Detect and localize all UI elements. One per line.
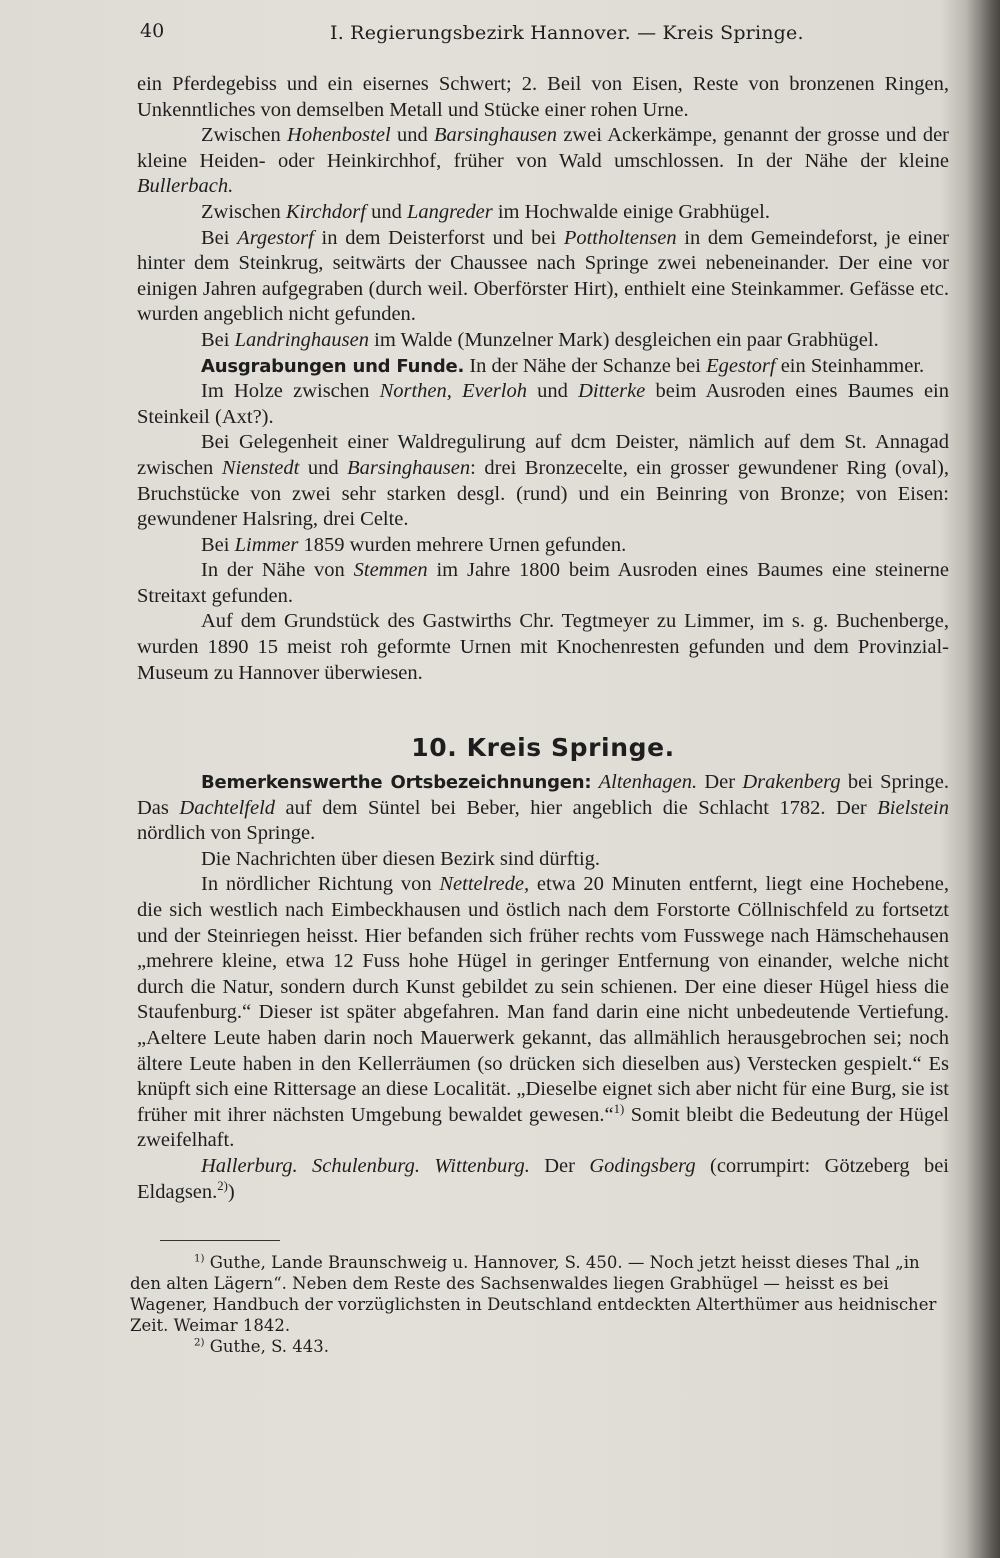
italic-run: Northen, bbox=[379, 380, 452, 403]
italic-run: Nienstedt bbox=[221, 456, 300, 479]
italic-run: Stemmen bbox=[353, 559, 428, 582]
paragraph bbox=[137, 72, 949, 123]
text-run: In nördlicher Richtung von bbox=[201, 873, 440, 896]
italic-run: Hallerburg. Schulenburg. Wittenburg. bbox=[201, 1154, 530, 1177]
paragraph bbox=[137, 123, 949, 200]
text-run: Auf dem Grundstück des Gastwirths Chr. Tegtmeyer zu Limmer, im s. g. Buchenberge, wurden 1890 15 meist roh geformte Urnen mit Knochenresten gefunden und dem Provinzial-Museum zu Hannover überwiesen. bbox=[137, 610, 949, 684]
text-run: ) bbox=[227, 1180, 235, 1203]
footnotes bbox=[130, 1252, 940, 1357]
text-run bbox=[452, 380, 462, 402]
text-run: und bbox=[299, 456, 348, 479]
text-run: Der bbox=[529, 1154, 590, 1177]
text-run: etwa 20 Minuten entfernt, liegt eine Hochebene, die sich westlich nach Eimbeckhausen und östlich nach dem Forstorte Cöllnischfeld zu fortsetzt und der Steinriegen heisst. Hier befanden sich früher rechts vom Fusswege nach Hämschehausen „mehrere kleine, etwa 12 Fuss hohe Hügel in geringer Entfernung von einander, welche nicht durch die Natur, sondern durch Kunst gebildet zu sein schienen. Der eine dieser Hügel hiess die Staufenburg.“ Dieser ist später abgefahren. Man fand darin eine nicht unbedeutende Vertiefung. „Aeltere Leute haben darin noch Mauerwerk gekannt, das allmählich herausgebrochen sei; noch ältere Leute haben in den Kellerräumen (so drücken sich dieselben aus) Verstecken gespielt.“ Es knüpft sich eine Rittersage an diese Localität. „Dieselbe eignet sich aber nicht für eine Burg, sie ist früher mit ihrer nächsten Umgebung bewaldet gewesen.“ bbox=[137, 873, 950, 1126]
text-run: nördlich von Springe. bbox=[137, 822, 316, 845]
italic-run: Barsinghausen bbox=[434, 124, 558, 147]
paragraph bbox=[137, 847, 949, 873]
italic-run: Bullerbach. bbox=[137, 175, 234, 198]
text-run: Bei bbox=[201, 226, 238, 249]
footnote-marker: 1) bbox=[194, 1253, 205, 1265]
footnote-marker: 2) bbox=[194, 1337, 205, 1349]
footnote bbox=[130, 1336, 940, 1357]
paragraph bbox=[137, 770, 949, 847]
italic-run: Egestorf bbox=[706, 354, 776, 377]
italic-run: Bielstein bbox=[877, 796, 949, 819]
text-run: Guthe, Lande Braunschweig u. Hannover, S. 450. — Noch jetzt heisst dieses Thal „in den alten Lägern“. Neben dem Reste des Sachsenwaldes liegen Grabhügel — heisst es bei Wagener, Handbuch der vorzüglichsten in Deutschland entdeckten Alterthümer aus heidnischer Zeit. Weimar 1842. bbox=[130, 1253, 937, 1335]
text-run: bei Springe. Das bbox=[137, 771, 950, 819]
italic-run: Altenhagen. bbox=[598, 771, 698, 793]
paragraph bbox=[137, 379, 949, 430]
text-run: ein Pferdegebiss und ein eisernes Schwert; 2. Beil von Eisen, Reste von bronzenen Ringen, Unkenntliches von demselben Metall und Stücke einer rohen Urne. bbox=[137, 73, 949, 121]
text-run: im Hochwalde einige Grabhügel. bbox=[492, 200, 770, 223]
paragraph bbox=[137, 328, 949, 354]
paragraph bbox=[137, 226, 949, 328]
body-text-top bbox=[137, 72, 949, 686]
italic-run: Godingsberg bbox=[589, 1154, 696, 1177]
text-run: beim Ausroden eines Baumes ein Steinkeil (Axt?). bbox=[137, 380, 949, 428]
italic-run: Hohenbostel bbox=[287, 124, 391, 147]
italic-run: Drakenberg bbox=[742, 771, 841, 793]
italic-run: Nettelrede, bbox=[439, 873, 530, 896]
text-run: in dem Gemeindeforst, je einer hinter dem Steinkrug, seitwärts der Chaussee nach Springe zwei nebeneinander. Der eine vor einigen Jahren aufgegraben (durch weil. Oberförster Hirt), enthielt eine Steinkammer. Gefässe etc. wurden angeblich nicht gefunden. bbox=[137, 226, 950, 326]
italic-run: Barsinghausen bbox=[347, 456, 471, 479]
paragraph bbox=[137, 609, 949, 686]
section-title: 10. Kreis Springe. bbox=[411, 733, 675, 762]
body-text-bottom bbox=[137, 770, 949, 1205]
paragraph bbox=[137, 533, 949, 559]
text-run: Im Holze zwischen bbox=[201, 380, 380, 403]
italic-run: Kirchdorf bbox=[285, 200, 366, 223]
italic-run: Pottholtensen bbox=[563, 226, 677, 249]
text-run: Bei Gelegenheit einer Waldregulirung auf dcm Deister, nämlich auf dem St. Annagad zwischen bbox=[137, 431, 949, 479]
paragraph bbox=[137, 354, 949, 380]
footnote-rule bbox=[160, 1240, 280, 1241]
footnote-marker: 2) bbox=[217, 1178, 228, 1193]
paragraph bbox=[137, 1154, 949, 1205]
text-run: In der Nähe von bbox=[201, 559, 354, 582]
page-edge-shadow bbox=[966, 0, 1000, 1558]
text-run: auf dem Süntel bei Beber, hier angeblich die Schlacht 1782. Der bbox=[275, 796, 878, 819]
paragraph bbox=[137, 872, 949, 1154]
italic-run: Argestorf bbox=[237, 226, 314, 249]
italic-run: Limmer bbox=[234, 533, 299, 556]
text-run: 1859 wurden mehrere Urnen gefunden. bbox=[298, 533, 627, 556]
italic-run: Langreder bbox=[406, 200, 493, 223]
italic-run: Landringhausen bbox=[234, 328, 369, 351]
footnote-marker: 1) bbox=[613, 1101, 625, 1116]
footnote bbox=[130, 1252, 940, 1336]
running-head: I. Regierungsbezirk Hannover. — Kreis Springe. bbox=[330, 22, 804, 44]
text-run: Bei bbox=[201, 533, 235, 556]
paragraph bbox=[137, 558, 949, 609]
text-run: Somit bleibt die Bedeutung der Hügel zweifelhaft. bbox=[137, 1103, 950, 1152]
text-run: Zwischen bbox=[201, 124, 288, 147]
text-run: ein Steinhammer. bbox=[775, 354, 925, 377]
text-run: zwei Ackerkämpe, genannt der grosse und der kleine Heiden- oder Heinkirchhof, früher von Wald umschlossen. In der Nähe der kleine bbox=[137, 124, 949, 172]
paragraph bbox=[137, 430, 949, 532]
text-run: Bei bbox=[201, 328, 235, 351]
text-run: im Walde (Munzelner Mark) desgleichen ein paar Grabhügel. bbox=[369, 328, 879, 351]
bold-heading-run: Bemerkenswerthe Ortsbezeichnungen: bbox=[201, 772, 592, 793]
text-run bbox=[591, 771, 598, 793]
text-run: Die Nachrichten über diesen Bezirk sind dürftig. bbox=[201, 847, 601, 870]
page-number: 40 bbox=[140, 20, 165, 42]
text-run: Guthe, S. 443. bbox=[204, 1337, 330, 1356]
text-run: Der bbox=[697, 771, 743, 793]
text-run: In der Nähe der Schanze bei bbox=[464, 354, 707, 377]
paragraph bbox=[137, 200, 949, 226]
text-run: im Jahre 1800 beim Ausroden eines Baumes eine steinerne Streitaxt gefunden. bbox=[137, 559, 949, 607]
italic-run: Ditterke bbox=[578, 380, 646, 403]
text-run: und bbox=[365, 200, 407, 223]
text-run: (corrumpirt: Götzeberg bei Eldagsen. bbox=[137, 1154, 949, 1203]
text-run: : drei Bronzecelte, ein grosser gewundener Ring (oval), Bruchstücke von zwei sehr starken desgl. (rund) und ein Beinring von Bronze; von Eisen: gewundener Halsring, drei Celte. bbox=[137, 456, 950, 531]
text-run: und bbox=[526, 380, 579, 403]
bold-heading-run: Ausgrabungen und Funde. bbox=[201, 355, 465, 377]
text-run: Zwischen bbox=[201, 200, 286, 223]
italic-run: Dachtelfeld bbox=[179, 796, 276, 819]
text-run: und bbox=[390, 124, 435, 147]
italic-run: Everloh bbox=[462, 380, 527, 403]
text-run: in dem Deisterforst und bei bbox=[313, 226, 564, 249]
